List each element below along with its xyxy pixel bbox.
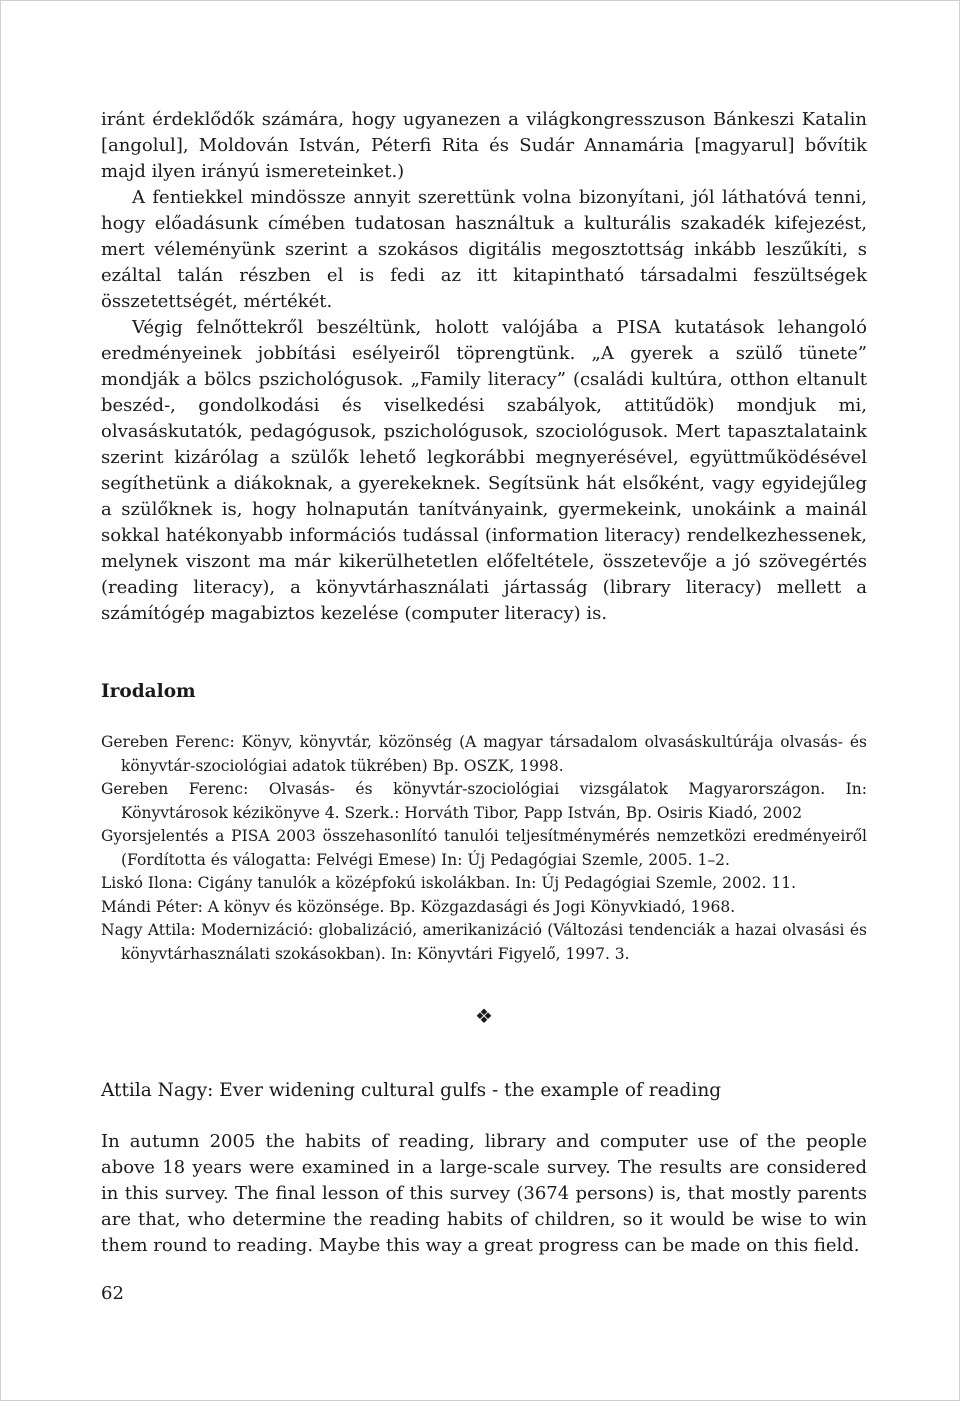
reference-item: Liskó Ilona: Cigány tanulók a középfokú iskolákban. In: Új Pedagógiai Szemle, 2002. 11. (101, 874, 797, 892)
page-number: 62 (101, 1283, 124, 1304)
references-heading: Irodalom (101, 681, 196, 702)
section-divider-ornament-icon: ❖ (475, 1004, 493, 1028)
abstract-text: In autumn 2005 the habits of reading, library and computer use of the people above 18 years were examined in a large-scale survey. The results are considered in this survey. The final lesson of this survey (3674 persons) is, that mostly parents are that, who determine the reading habits of children, so it would be wise to win them round to reading. Maybe this way a great progress can be made on this field. (101, 1131, 867, 1256)
abstract-title: Attila Nagy: Ever widening cultural gulfs - the example of reading (101, 1080, 722, 1101)
body-paragraph-2: A fentiekkel mindössze annyit szerettünk volna bizonyítani, jól láthatóvá tenni, hogy előadásunk címében tudatosan használtuk a kulturális szakadék kifejezést, mert véleményünk szerint a szokásos digitális megosztottság inkább leszűkíti, s ezáltal talán részben el is fedi az itt kitapintható társadalmi feszültségek összetettségét, mértékét. (101, 187, 867, 312)
reference-item: Gereben Ferenc: Könyv, könyvtár, közönség (A magyar társadalom olvasáskultúrája olvasás- és könyvtár-szociológiai adatok tükrében) Bp. OSZK, 1998. (101, 733, 867, 775)
body-paragraph-3: Végig felnőttekről beszéltünk, holott valójába a PISA kutatások lehangoló eredményeinek jobbítási esélyeiről töprengtünk. „A gyerek a szülő tünete” mondják a bölcs pszichológusok. „Family literacy” (családi kultúra, otthon eltanult beszéd-, gondolkodási és viselkedési szabályok, attitűdök) mondjuk mi, olvasáskutatók, pedagógusok, pszichológusok, szociológusok. Mert tapasztalataink szerint kizárólag a szülők lehető legkorábbi megnyerésével, együttműködésével segíthetünk a diákoknak, a gyerekeknek. Segítsünk hát elsőként, vagy egyidejűleg a szülőknek is, hogy holnapután tanítványaink, gyermekeink, unokáink a mainál sokkal hatékonyabb információs tudással (information literacy) rendelkezhessenek, melynek viszont ma már kikerülhetetlen előfeltétele, összetevője a jó szövegértés (reading literacy), a könyvtárhasználati jártasság (library literacy) mellett a számítógép magabiztos kezelése (computer literacy) is. (101, 317, 867, 624)
reference-item: Gyorsjelentés a PISA 2003 összehasonlító tanulói teljesítménymérés nemzetközi eredményeiről (Fordította és válogatta: Felvégi Emese) In: Új Pedagógiai Szemle, 2005. 1–2. (101, 827, 867, 869)
reference-item: Gereben Ferenc: Olvasás- és könyvtár-szociológiai vizsgálatok Magyarországon. In: Könyvtárosok kézikönyve 4. Szerk.: Horváth Tibor, Papp István, Bp. Osiris Kiadó, 2002 (101, 780, 867, 822)
reference-item: Nagy Attila: Modernizáció: globalizáció, amerikanizáció (Változási tendenciák a hazai olvasási és könyvtárhasználati szokásokban). In: Könyvtári Figyelő, 1997. 3. (101, 921, 867, 963)
page-content (101, 107, 867, 1277)
reference-item: Mándi Péter: A könyv és közönsége. Bp. Közgazdasági és Jogi Könyvkiadó, 1968. (101, 897, 736, 916)
body-paragraph-1: iránt érdeklődők számára, hogy ugyanezen a világkongresszuson Bánkeszi Katalin [angolul], Moldován István, Péterfi Rita és Sudár Annamária [magyarul] bővítik majd ilyen irányú ismereteinket.) (101, 109, 867, 182)
references-list (101, 731, 867, 966)
